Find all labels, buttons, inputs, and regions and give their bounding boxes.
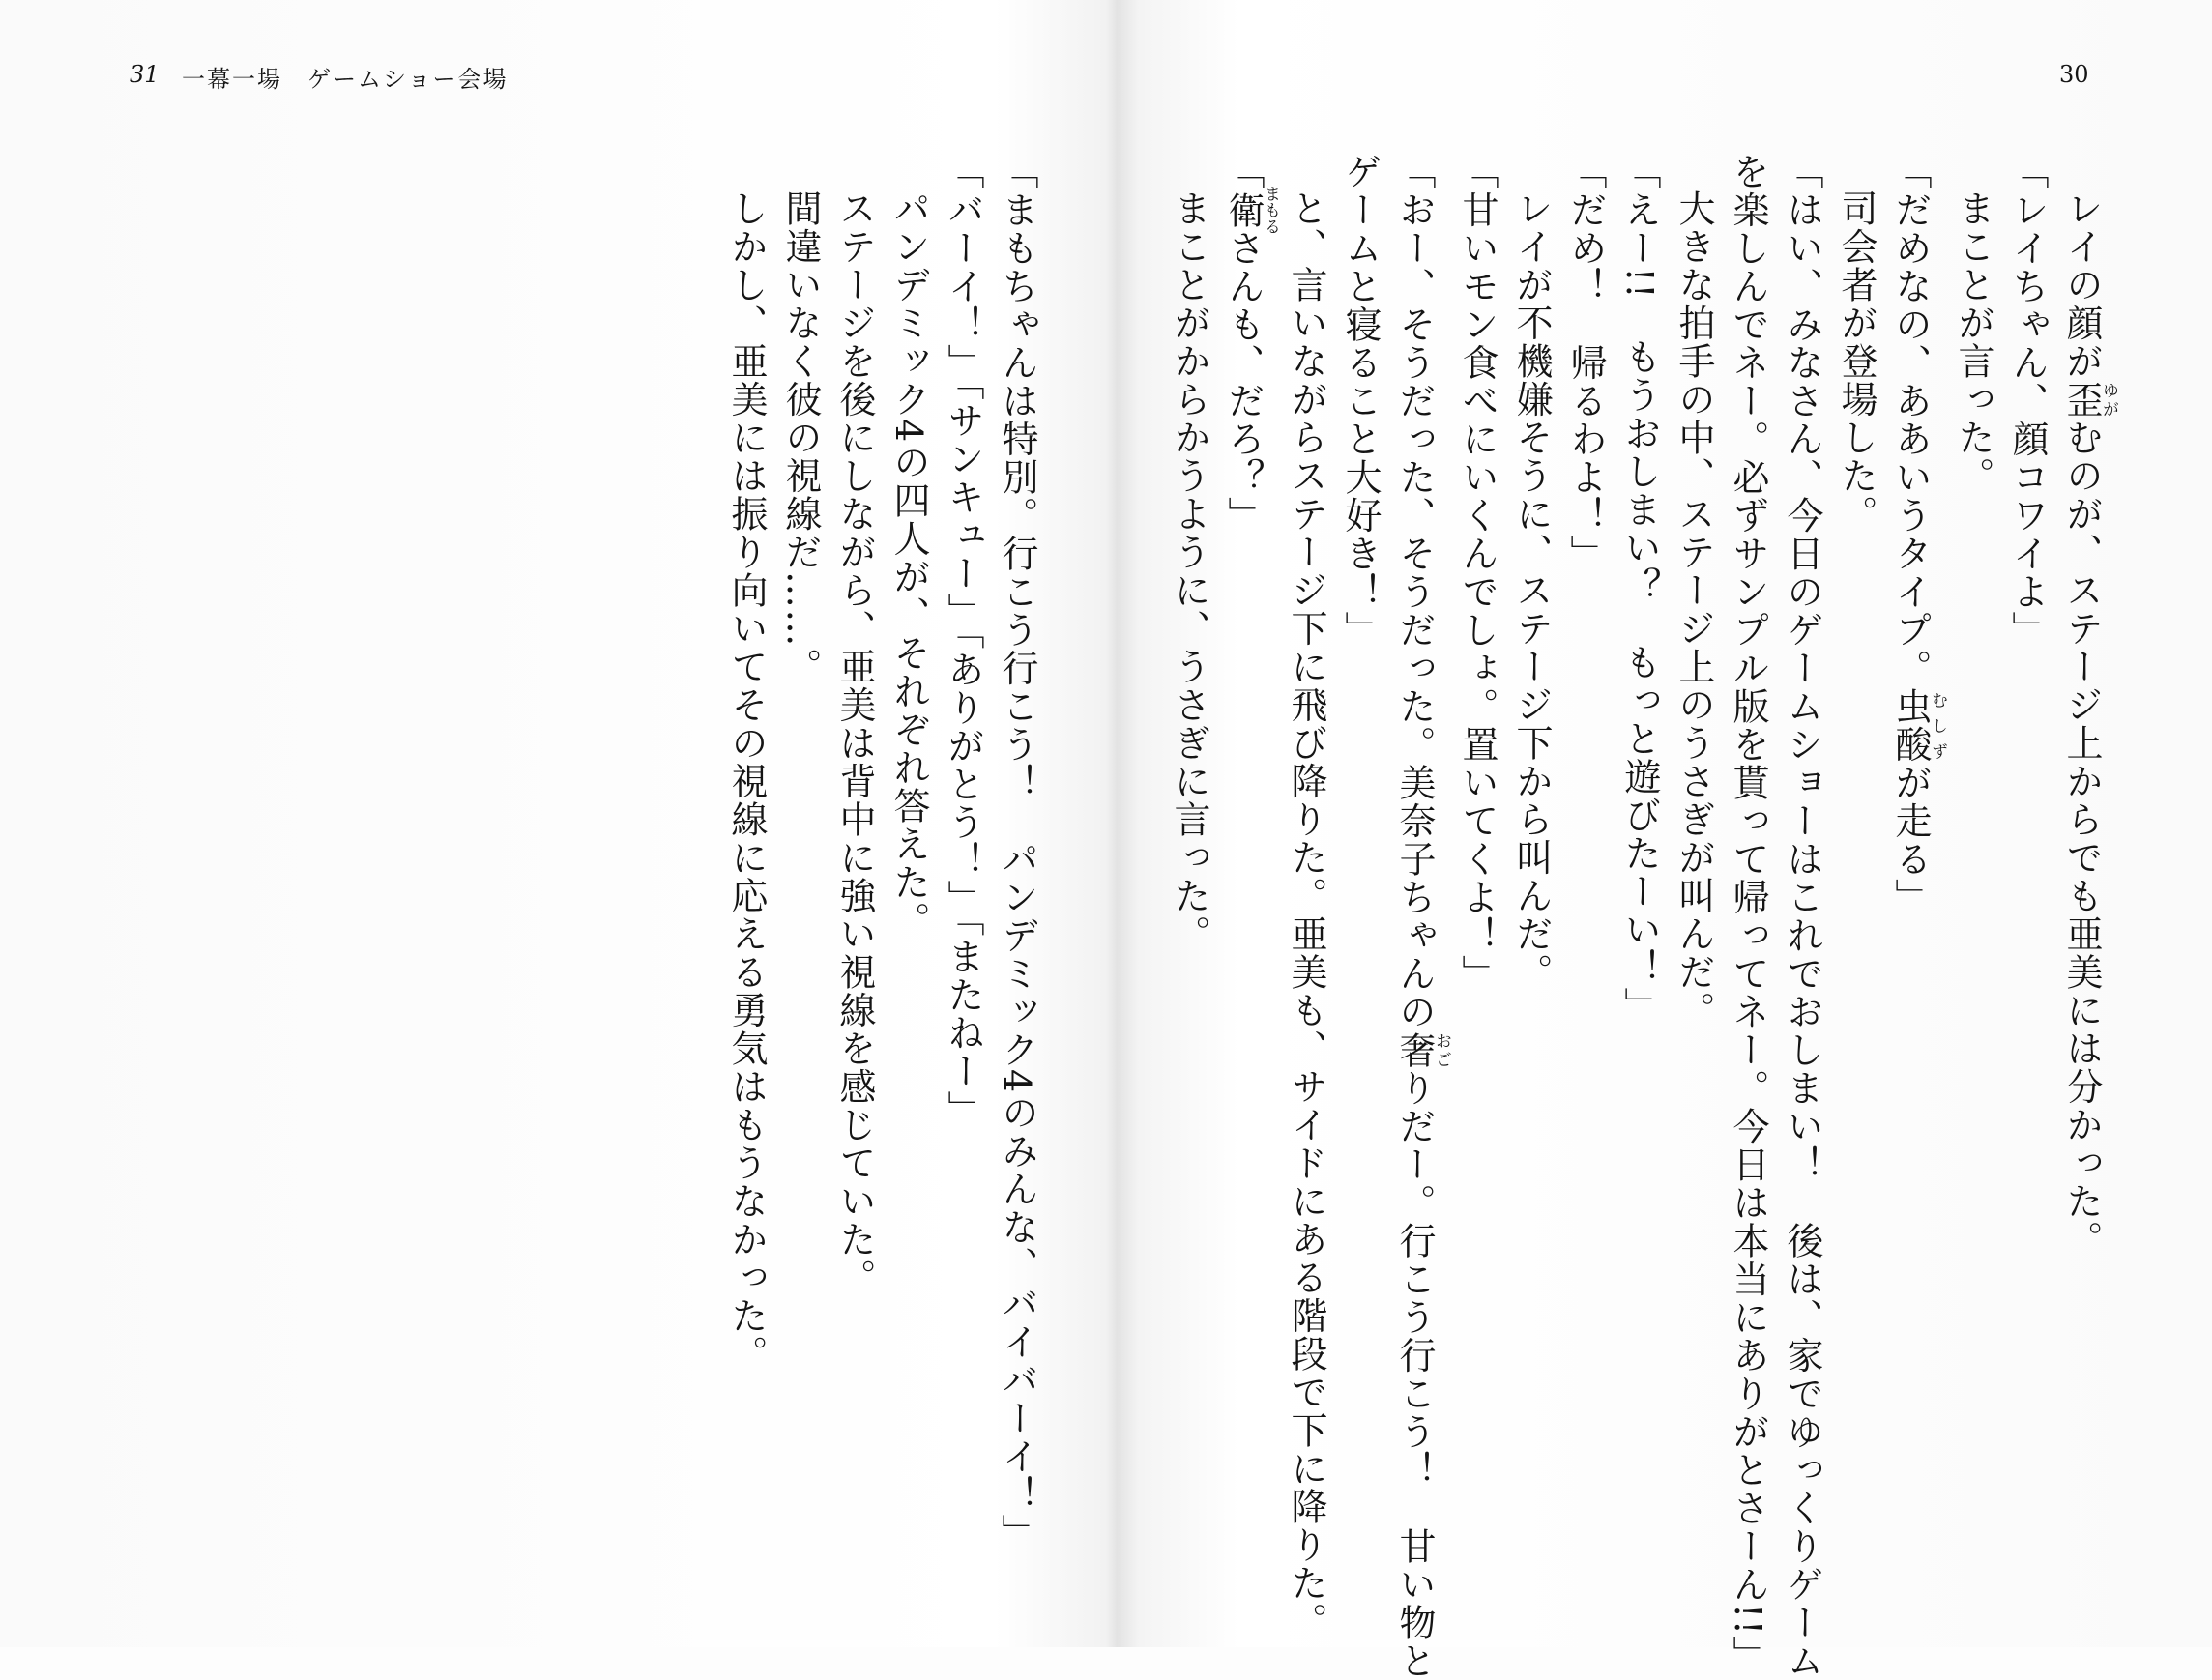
text-line: しかし、亜美には振り向いてその視線に応える勇気はもうなかった。 [725,189,768,1374]
text-line: を楽しんでネー。必ずサンプル版を貰って帰ってネー。今日は本当にありがとさーん!!」 [1727,153,1769,1675]
text-line: 「おー、そうだった、そうだった。美奈子ちゃんの奢おごりだー。行こう行こう！ 甘い物と [1393,153,1451,1680]
page-number-left: 31 [130,61,160,88]
text-line: 大きな拍手の中、ステージ上のうさぎが叫んだ。 [1673,189,1715,1029]
text-line: 「レイちゃん、顔コワイよ」 [2006,153,2049,650]
ruby-annotation: 虫酸むしず [1889,687,1947,764]
text-line: 「えー!! もうおしまい？ もっと遊びたーい！」 [1618,153,1661,1026]
ruby-annotation: 歪ゆが [2060,380,2118,419]
text-line: と、言いながらステージ下に飛び降りた。亜美も、サイドにある階段で下に降りた。 [1285,189,1327,1640]
text-line: 「だめなの、ああいうタイプ。虫酸むしずが走る」 [1889,153,1947,916]
text-line: 司会者が登場した。 [1835,189,1877,534]
text-line: 「甘いモン食べにいくんでしょ。置いてくよ！」 [1456,153,1499,993]
running-head: 一幕一場 ゲームショー会場 [182,66,509,93]
text-line: 「はい、みなさん、今日のゲームショーはこれでおしまい！ 後は、家でゆっくりゲーム [1781,153,1823,1680]
text-line: まことが言った。 [1952,189,1994,495]
text-line: レイが不機嫌そうに、ステージ下から叫んだ。 [1510,189,1553,992]
left-page-text [715,153,1044,1574]
text-line: ゲームと寝ること大好き！」 [1339,153,1382,650]
text-line: ステージを後にしながら、亜美は背中に強い視線を感じていた。 [833,189,876,1297]
text-line: 「まもちゃんは特別。行こう行こう！ パンデミック4のみんな、バイバーイ！」 [996,153,1038,1552]
right-page-text [1168,153,2118,1680]
text-line: 間違いなく彼の視線だ……。 [779,189,822,686]
text-line: 「バーイ！」「サンキュー」「ありがとう！」「またねー」 [942,153,984,1129]
ruby-annotation: 奢おご [1393,1030,1451,1069]
text-line: 「衛まもるさんも、だろ？」 [1222,153,1280,535]
text-line: レイの顔が歪ゆがむのが、ステージ上からでも亜美には分かった。 [2060,189,2118,1259]
text-line: 「だめ！ 帰るわよ！」 [1564,153,1607,573]
text-line: パンデミック4の四人が、それぞれ答えた。 [888,189,930,941]
page-number-right: 30 [2059,61,2089,88]
ruby-annotation: 衛まもる [1222,185,1280,235]
text-line: まことがからかうように、うさぎに言った。 [1168,189,1210,953]
